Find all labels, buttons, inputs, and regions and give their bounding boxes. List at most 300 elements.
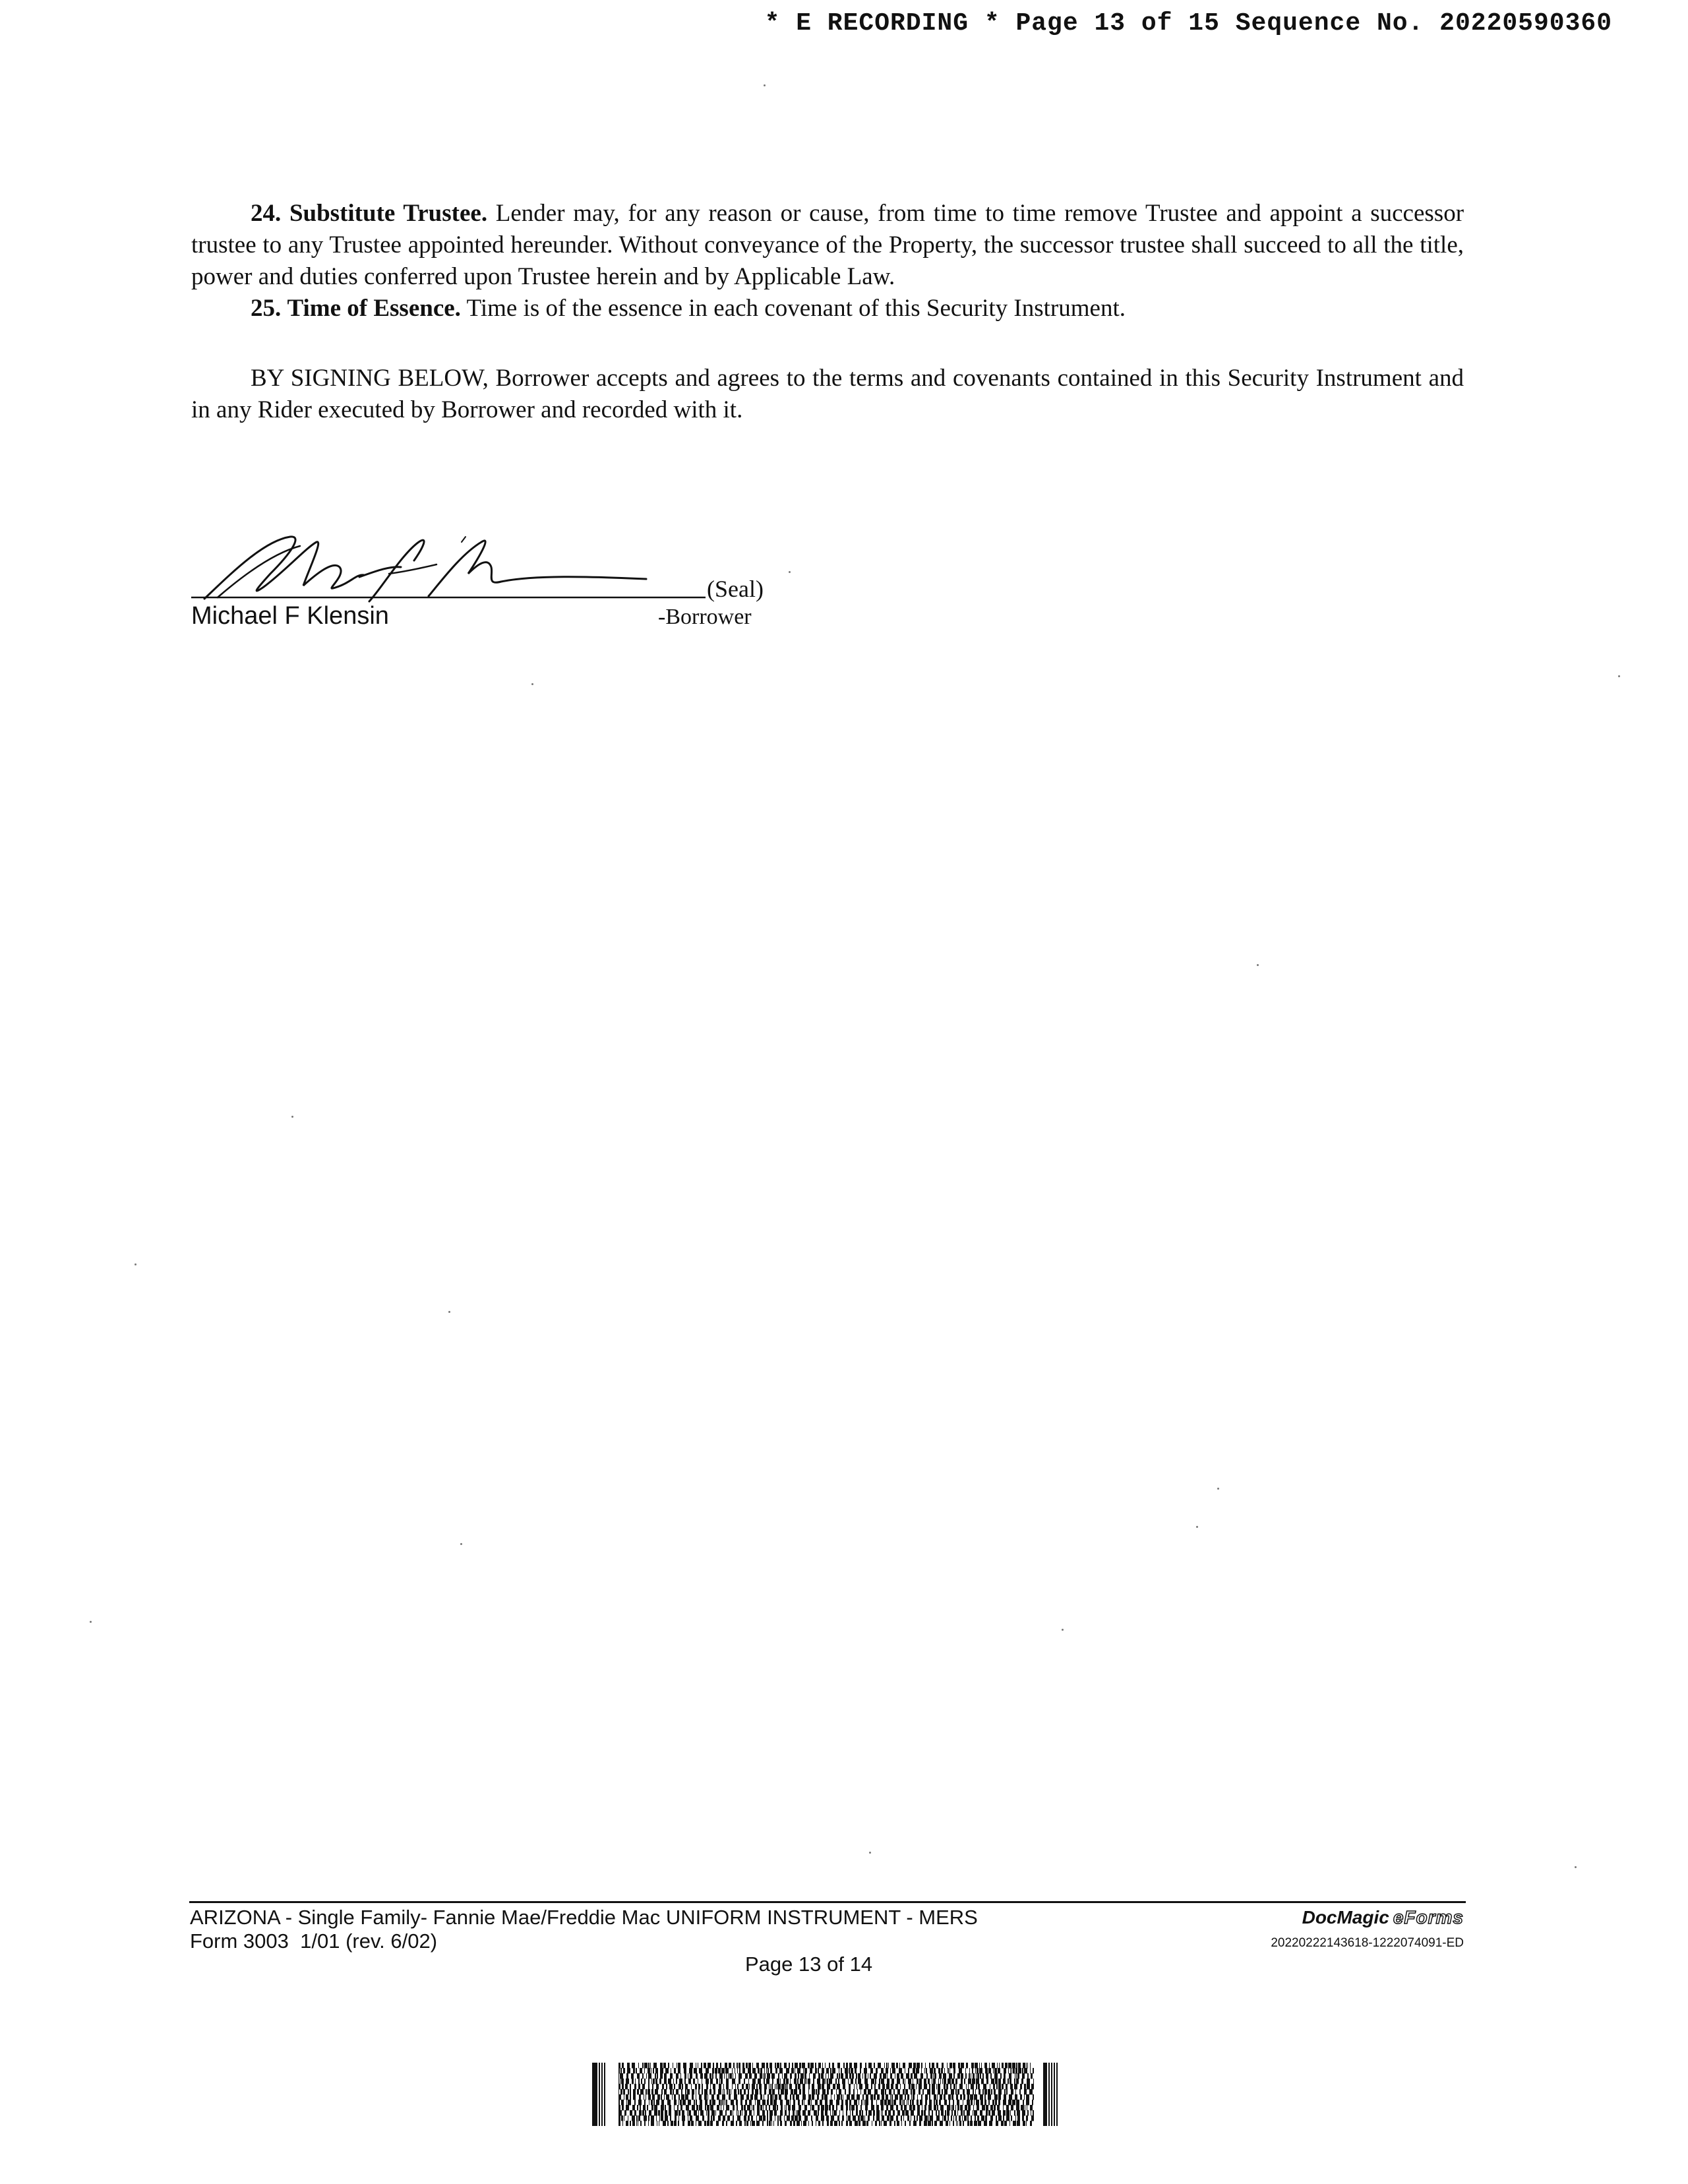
barcode-module <box>1026 2094 1029 2100</box>
barcode-module <box>857 2094 860 2100</box>
barcode-module <box>690 2115 692 2121</box>
barcode-module <box>908 2078 911 2084</box>
barcode-module <box>690 2073 692 2079</box>
barcode-module <box>845 2089 846 2095</box>
barcode-module <box>628 2089 629 2095</box>
barcode-module <box>910 2100 911 2106</box>
barcode-module <box>985 2115 987 2121</box>
barcode-module <box>709 2100 711 2106</box>
barcode-module <box>851 2105 855 2111</box>
barcode-module <box>638 2084 640 2090</box>
barcode-module <box>1016 2063 1017 2069</box>
barcode-module <box>698 2121 702 2126</box>
barcode-module <box>881 2105 884 2111</box>
barcode-module <box>899 2094 903 2100</box>
barcode-module <box>827 2078 828 2084</box>
barcode-module <box>956 2094 958 2100</box>
barcode-module <box>957 2089 959 2095</box>
barcode-module <box>713 2063 714 2069</box>
barcode-module <box>1002 2084 1004 2090</box>
barcode-module <box>831 2089 833 2095</box>
barcode-module <box>889 2121 891 2126</box>
barcode-module <box>1056 2063 1058 2126</box>
barcode-module <box>767 2115 768 2121</box>
barcode-module <box>928 2105 932 2111</box>
barcode-module <box>737 2068 738 2074</box>
barcode-module <box>888 2110 891 2116</box>
barcode-module <box>865 2105 868 2111</box>
barcode-module <box>930 2115 933 2121</box>
barcode-module <box>777 2084 781 2090</box>
barcode-module <box>922 2089 924 2095</box>
barcode-module <box>984 2063 987 2069</box>
barcode-module <box>737 2115 740 2121</box>
barcode-module <box>795 2084 797 2090</box>
barcode-module <box>942 2078 943 2084</box>
barcode-module <box>822 2078 825 2084</box>
barcode-module <box>769 2121 771 2126</box>
barcode-module <box>956 2121 957 2126</box>
barcode-module <box>674 2084 675 2090</box>
barcode-module <box>951 2089 954 2095</box>
barcode-module <box>818 2068 819 2074</box>
barcode-module <box>904 2105 907 2111</box>
barcode-module <box>781 2084 785 2090</box>
barcode-module <box>893 2110 895 2116</box>
barcode-module <box>938 2084 940 2090</box>
barcode-module <box>779 2115 781 2121</box>
barcode-module <box>713 2115 715 2121</box>
barcode-module <box>644 2068 645 2074</box>
barcode-module <box>1004 2073 1006 2079</box>
barcode-module <box>698 2110 699 2116</box>
barcode-module <box>710 2105 713 2111</box>
barcode-module <box>870 2073 871 2079</box>
barcode-module <box>830 2068 831 2074</box>
footer-form-title: ARIZONA - Single Family- Fannie Mae/Freddie Mac UNIFORM INSTRUMENT - MERS <box>190 1906 978 1929</box>
barcode-module <box>1015 2068 1017 2074</box>
barcode-module <box>860 2063 862 2069</box>
barcode-module <box>879 2121 880 2126</box>
barcode-module <box>881 2121 882 2126</box>
barcode-module <box>982 2105 985 2111</box>
barcode-module <box>981 2078 984 2084</box>
barcode-module <box>626 2100 627 2106</box>
barcode-module <box>998 2094 1001 2100</box>
barcode-module <box>1011 2089 1013 2095</box>
barcode-module <box>839 2073 840 2079</box>
barcode-module <box>849 2121 852 2126</box>
barcode-module <box>961 2063 964 2069</box>
barcode-module <box>976 2078 979 2084</box>
barcode-module <box>1012 2100 1015 2106</box>
barcode-module <box>753 2105 754 2111</box>
scan-speck <box>764 84 766 86</box>
barcode-module <box>1026 2063 1027 2069</box>
barcode-module <box>914 2073 917 2079</box>
barcode-module <box>959 2068 962 2074</box>
barcode-module <box>669 2105 671 2111</box>
barcode-module <box>920 2100 922 2106</box>
barcode-module <box>835 2078 837 2084</box>
barcode-module <box>870 2068 873 2074</box>
barcode-module <box>654 2105 657 2111</box>
barcode-module <box>764 2068 765 2074</box>
barcode-module <box>821 2105 824 2111</box>
barcode-module <box>1019 2089 1021 2095</box>
barcode-module <box>726 2105 729 2111</box>
barcode-module <box>767 2100 769 2106</box>
barcode-module <box>1027 2078 1030 2084</box>
barcode-module <box>1014 2078 1015 2084</box>
barcode-module <box>891 2084 893 2090</box>
barcode-module <box>924 2105 926 2111</box>
barcode-module <box>601 2063 603 2126</box>
barcode-module <box>998 2110 1001 2116</box>
barcode-module <box>981 2063 982 2069</box>
barcode-module <box>924 2110 926 2116</box>
barcode-module <box>720 2063 721 2069</box>
barcode-module <box>1002 2063 1004 2069</box>
barcode-module <box>864 2089 866 2095</box>
barcode-module <box>630 2121 631 2126</box>
barcode-module <box>893 2089 895 2095</box>
barcode-module <box>926 2073 928 2079</box>
barcode-module <box>994 2073 998 2079</box>
barcode-module <box>963 2110 965 2116</box>
barcode-module <box>729 2073 732 2079</box>
barcode-module <box>887 2073 888 2079</box>
barcode-module <box>959 2121 961 2126</box>
barcode-module <box>660 2063 663 2069</box>
barcode-module <box>752 2089 754 2095</box>
barcode-module <box>661 2105 664 2111</box>
barcode-module <box>827 2089 829 2095</box>
barcode-module <box>950 2063 952 2069</box>
barcode-module <box>933 2078 936 2084</box>
barcode-module <box>757 2110 760 2116</box>
barcode-module <box>990 2073 992 2079</box>
barcode-module <box>912 2100 914 2106</box>
barcode-module <box>887 2078 889 2084</box>
barcode-module <box>932 2089 935 2095</box>
barcode-module <box>763 2115 766 2121</box>
barcode-module <box>862 2110 863 2116</box>
barcode-module <box>724 2073 725 2079</box>
barcode-module <box>822 2084 824 2090</box>
barcode-module <box>646 2073 647 2079</box>
barcode-module <box>734 2089 737 2095</box>
barcode-module <box>843 2063 845 2069</box>
barcode-module <box>749 2073 752 2079</box>
barcode-module <box>1004 2068 1006 2074</box>
barcode-module <box>891 2100 893 2106</box>
barcode-module <box>1003 2110 1006 2116</box>
barcode-module <box>665 2115 668 2121</box>
barcode-module <box>725 2110 727 2116</box>
barcode-module <box>1032 2100 1033 2106</box>
barcode-module <box>635 2078 636 2084</box>
footer-form-info <box>190 1906 978 1953</box>
barcode-module <box>1015 2094 1017 2100</box>
barcode-module <box>674 2105 675 2111</box>
barcode-module <box>622 2121 623 2126</box>
barcode-module <box>773 2121 774 2126</box>
barcode-module <box>904 2084 905 2090</box>
barcode-module <box>1015 2089 1016 2095</box>
signing-statement: BY SIGNING BELOW, Borrower accepts and agrees to the terms and covenants contained in this Security Instrument and in any Rider executed by Borrower and recorded with it. <box>191 365 1464 423</box>
barcode-module <box>891 2063 895 2069</box>
barcode-module <box>755 2100 756 2106</box>
barcode-module <box>704 2073 708 2079</box>
barcode-module <box>661 2110 663 2116</box>
barcode-module <box>851 2078 853 2084</box>
barcode-module <box>821 2073 824 2079</box>
section-25-heading: Time of Essence. <box>287 295 461 322</box>
barcode-module <box>868 2110 872 2116</box>
barcode-module <box>965 2105 967 2111</box>
barcode-module <box>998 2068 1000 2074</box>
seal-label: (Seal) <box>707 576 764 602</box>
barcode-module <box>712 2100 715 2106</box>
barcode-module <box>731 2121 734 2126</box>
barcode-module <box>841 2100 843 2106</box>
barcode-module <box>797 2110 800 2116</box>
barcode-module <box>741 2105 743 2111</box>
barcode-module <box>998 2078 1001 2084</box>
section-24-text: Lender may, for any reason or cause, from time to time remove Trustee and appoint a successor trustee to any Trustee appointed hereunder. Without conveyance of the Property, the successor trustee shall succeed to all the title, power and duties conferred upon Trustee herein and by Applicable Law. <box>191 200 1464 290</box>
barcode-module <box>841 2105 843 2111</box>
barcode-module <box>651 2100 653 2106</box>
barcode-module <box>968 2084 969 2090</box>
barcode-module <box>618 2078 619 2084</box>
barcode-module <box>772 2089 775 2095</box>
barcode-module <box>871 2105 874 2111</box>
barcode-module <box>811 2100 812 2106</box>
barcode-module <box>804 2068 807 2074</box>
barcode-module <box>655 2068 658 2074</box>
barcode-module <box>726 2084 729 2090</box>
barcode-module <box>980 2100 983 2106</box>
footer-divider <box>189 1901 1466 1903</box>
barcode-module <box>692 2089 694 2095</box>
barcode-module <box>680 2105 682 2111</box>
barcode-module <box>652 2084 653 2090</box>
scan-speck <box>1196 1526 1198 1528</box>
barcode-module <box>668 2078 671 2084</box>
barcode-module <box>959 2115 961 2121</box>
barcode-module <box>1004 2121 1007 2126</box>
scan-speck <box>90 1621 92 1623</box>
barcode-module <box>977 2115 979 2121</box>
scan-speck <box>135 1263 136 1265</box>
barcode-module <box>909 2063 912 2069</box>
barcode-module <box>767 2110 768 2116</box>
barcode-module <box>797 2068 800 2074</box>
barcode-module <box>988 2089 990 2095</box>
barcode-module <box>746 2084 748 2090</box>
barcode-module <box>754 2094 758 2100</box>
barcode-module <box>655 2078 657 2084</box>
barcode-module <box>658 2110 660 2116</box>
barcode-module <box>990 2115 993 2121</box>
barcode-module <box>647 2105 648 2111</box>
barcode-module <box>1033 2078 1034 2084</box>
barcode-module <box>773 2105 776 2111</box>
barcode-module <box>632 2078 634 2084</box>
barcode-module <box>678 2100 679 2106</box>
barcode-module <box>913 2094 915 2100</box>
barcode-module <box>822 2121 824 2126</box>
barcode-module <box>972 2068 973 2074</box>
barcode-module <box>961 2078 963 2084</box>
barcode-module <box>854 2084 855 2090</box>
barcode-module <box>868 2115 870 2121</box>
barcode-module <box>808 2100 810 2106</box>
barcode-module <box>944 2094 946 2100</box>
barcode-module <box>944 2089 948 2095</box>
barcode-module <box>711 2115 712 2121</box>
barcode-module <box>688 2121 690 2126</box>
barcode-module <box>1000 2073 1002 2079</box>
barcode-module <box>684 2068 686 2074</box>
barcode-module <box>1014 2084 1017 2090</box>
barcode-module <box>723 2105 724 2111</box>
barcode-module <box>986 2105 988 2111</box>
barcode-module <box>890 2073 892 2079</box>
barcode-module <box>818 2121 820 2126</box>
barcode-module <box>936 2063 938 2069</box>
barcode-module <box>988 2094 991 2100</box>
barcode-module <box>802 2089 805 2095</box>
barcode-module <box>849 2089 851 2095</box>
barcode-module <box>633 2094 636 2100</box>
barcode-module <box>970 2094 973 2100</box>
barcode-module <box>748 2078 749 2084</box>
barcode-module <box>780 2110 783 2116</box>
barcode-module <box>648 2063 649 2069</box>
barcode-module <box>913 2105 915 2111</box>
barcode-module <box>947 2063 948 2069</box>
barcode-module <box>995 2078 998 2084</box>
barcode-module <box>740 2089 742 2095</box>
barcode-module <box>758 2078 761 2084</box>
barcode-module <box>646 2089 647 2095</box>
barcode-module <box>981 2115 984 2121</box>
barcode-module <box>726 2078 729 2084</box>
barcode-module <box>846 2110 847 2116</box>
barcode-module <box>960 2105 963 2111</box>
barcode-module <box>864 2068 867 2074</box>
barcode-module <box>902 2110 905 2116</box>
barcode-module <box>636 2068 637 2074</box>
barcode-module <box>917 2110 920 2116</box>
barcode-module <box>952 2105 954 2111</box>
barcode-module <box>634 2084 636 2090</box>
barcode-module <box>849 2068 850 2074</box>
barcode-module <box>933 2073 934 2079</box>
barcode-module <box>695 2084 697 2090</box>
barcode-module <box>630 2084 631 2090</box>
barcode-module <box>954 2110 956 2116</box>
barcode-module <box>1027 2110 1029 2116</box>
barcode-module <box>675 2110 678 2116</box>
barcode-module <box>916 2084 917 2090</box>
barcode-module <box>978 2121 981 2126</box>
barcode-module <box>955 2115 957 2121</box>
barcode-module <box>942 2115 943 2121</box>
barcode-module <box>830 2121 833 2126</box>
barcode-module <box>763 2073 764 2079</box>
barcode-module <box>751 2115 753 2121</box>
barcode-module <box>764 2084 767 2090</box>
barcode-module <box>661 2094 662 2100</box>
barcode-module <box>742 2068 745 2074</box>
barcode-module <box>834 2094 835 2100</box>
barcode-module <box>886 2094 888 2100</box>
barcode-module <box>812 2089 815 2095</box>
section-24 <box>191 198 1464 293</box>
barcode-module <box>709 2089 711 2095</box>
barcode-module <box>884 2063 885 2069</box>
barcode-module <box>659 2078 661 2084</box>
barcode-module <box>812 2094 814 2100</box>
barcode-module <box>678 2110 680 2116</box>
barcode-module <box>718 2089 721 2095</box>
barcode-module <box>693 2078 695 2084</box>
barcode-module <box>870 2094 873 2100</box>
barcode-module <box>883 2073 886 2079</box>
covenant-sections <box>191 198 1464 324</box>
barcode-module <box>820 2100 822 2106</box>
barcode-module <box>618 2063 620 2069</box>
barcode-module <box>653 2078 655 2084</box>
barcode-module <box>998 2084 1001 2090</box>
barcode-module <box>653 2100 655 2106</box>
barcode-module <box>804 2105 807 2111</box>
scan-speck <box>1618 675 1620 677</box>
barcode-module <box>707 2121 709 2126</box>
barcode-module <box>688 2100 691 2106</box>
barcode-module <box>632 2105 635 2111</box>
barcode-module <box>672 2094 673 2100</box>
barcode-module <box>798 2073 799 2079</box>
barcode-module <box>841 2094 842 2100</box>
barcode-module <box>976 2100 979 2106</box>
barcode-module <box>682 2100 686 2106</box>
barcode-module <box>687 2110 688 2116</box>
barcode-module <box>727 2115 730 2121</box>
barcode-module <box>946 2121 948 2126</box>
barcode-module <box>985 2068 988 2074</box>
barcode-module <box>1043 2063 1047 2126</box>
barcode-module <box>766 2105 767 2111</box>
barcode-module <box>818 2073 820 2079</box>
barcode-module <box>917 2094 918 2100</box>
barcode-module <box>620 2073 623 2079</box>
barcode-module <box>790 2094 791 2100</box>
barcode-module <box>756 2121 760 2126</box>
barcode-module <box>953 2073 955 2079</box>
barcode-module <box>924 2115 928 2121</box>
barcode-module <box>744 2078 745 2084</box>
barcode-module <box>1030 2121 1032 2126</box>
barcode-module <box>951 2110 953 2116</box>
barcode-module <box>657 2073 658 2079</box>
barcode-module <box>888 2100 891 2106</box>
barcode-module <box>797 2121 800 2126</box>
barcode-module <box>881 2089 884 2095</box>
